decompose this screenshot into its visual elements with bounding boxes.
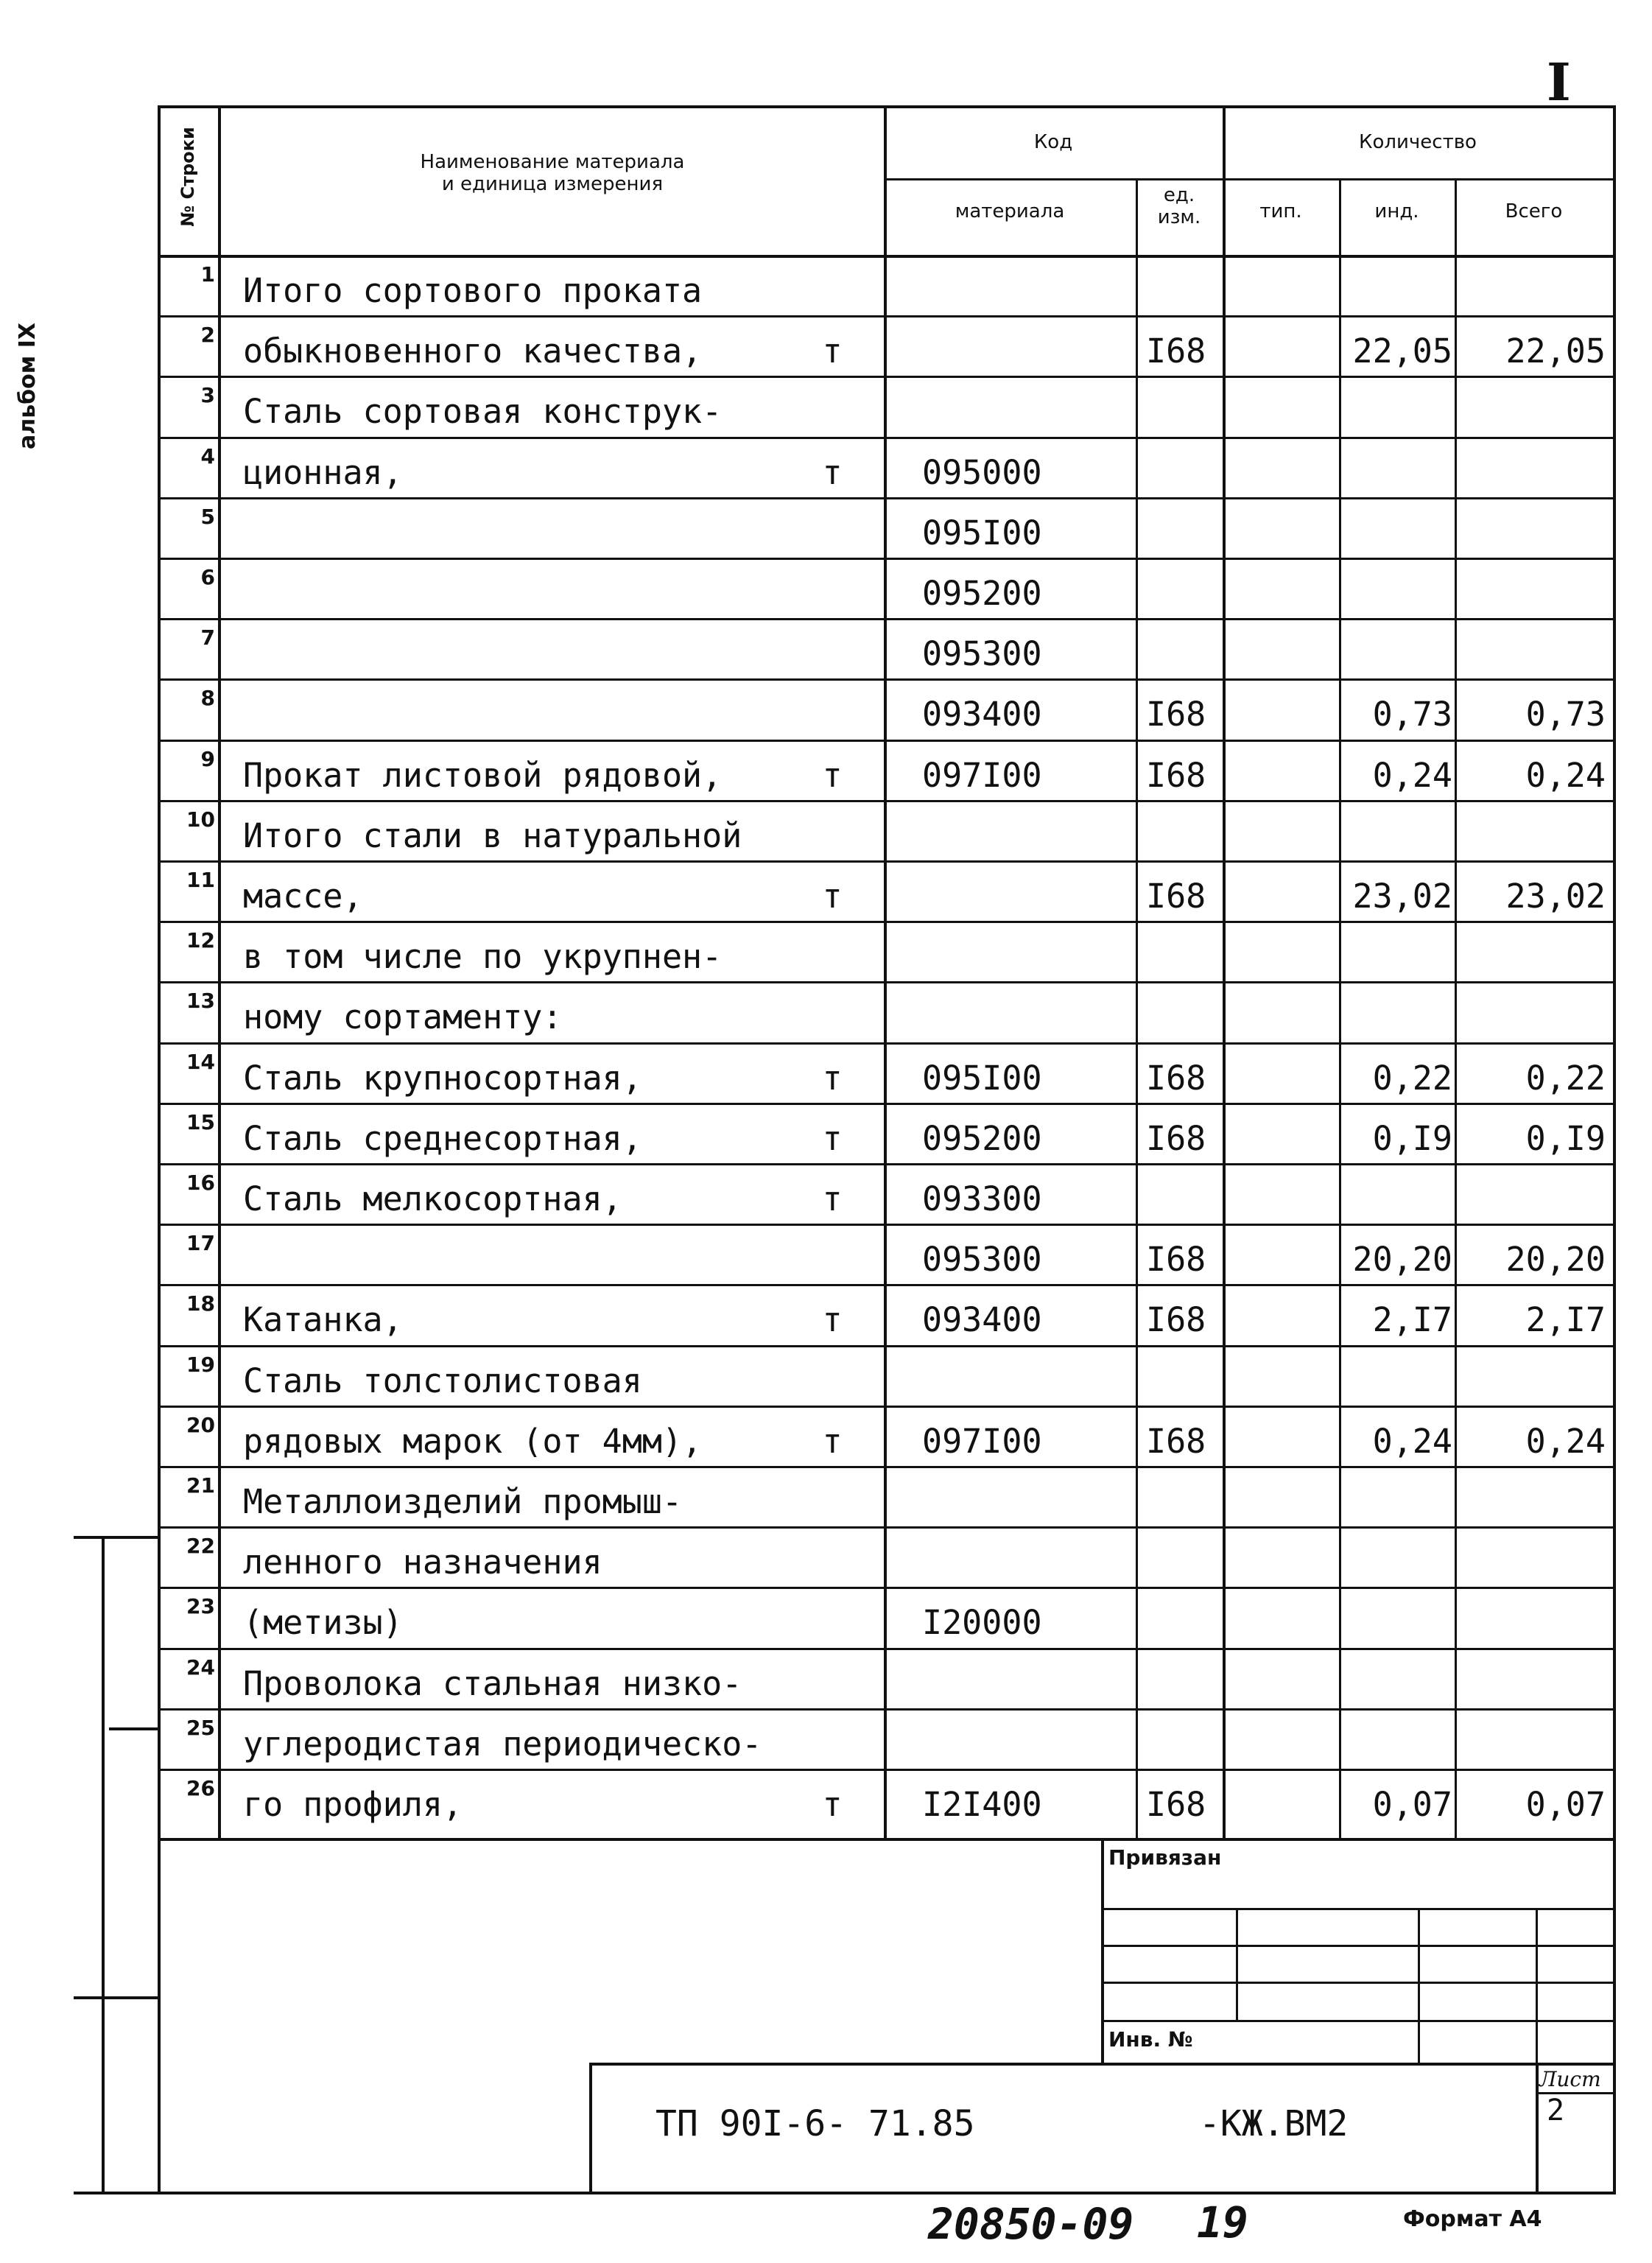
row-separator: [158, 1163, 1614, 1165]
row-qty-total: 2,I7: [1525, 1300, 1606, 1339]
side-label: альбом IX: [15, 322, 41, 449]
row-qty-ind: 0,I9: [1372, 1119, 1452, 1158]
row-name: ционная,: [243, 453, 403, 492]
row-code: 097I00: [922, 756, 1042, 795]
row-separator: [158, 497, 1614, 499]
row-number: 13: [186, 989, 215, 1013]
row-unit-code: I68: [1146, 756, 1206, 795]
row-unit: т: [822, 1300, 843, 1339]
row-qty-total: 20,20: [1505, 1240, 1606, 1279]
row-code: 095I00: [922, 513, 1042, 552]
row-name: Итого стали в натуральной: [243, 816, 742, 855]
row-number: 7: [200, 625, 215, 650]
row-name: Катанка,: [243, 1300, 403, 1339]
row-qty-ind: 0,07: [1372, 1785, 1452, 1824]
row-number: 25: [186, 1716, 215, 1740]
stamp-privyazan: Привязан: [1108, 1845, 1222, 1870]
row-number: 26: [186, 1776, 215, 1800]
row-number: 14: [186, 1050, 215, 1074]
row-separator: [158, 1769, 1614, 1771]
row-code: 093300: [922, 1179, 1042, 1218]
row-code: 095200: [922, 574, 1042, 613]
row-number: 23: [186, 1594, 215, 1618]
row-number: 21: [186, 1473, 215, 1498]
row-unit-code: I68: [1146, 1300, 1206, 1339]
row-name: Итого сортового проката: [243, 271, 703, 310]
row-name: рядовых марок (от 4мм),: [243, 1422, 703, 1461]
row-separator: [158, 800, 1614, 802]
row-qty-total: 22,05: [1505, 331, 1606, 371]
header-qty-typ: тип.: [1259, 200, 1302, 222]
row-unit: т: [822, 1119, 843, 1158]
row-qty-total: 0,07: [1525, 1785, 1606, 1824]
row-code: I2I400: [922, 1785, 1042, 1824]
row-unit: т: [822, 877, 843, 916]
stamp-sheet-label: Лист: [1539, 2067, 1601, 2091]
row-unit-code: I68: [1146, 1240, 1206, 1279]
row-name: Прокат листовой рядовой,: [243, 756, 723, 795]
row-name: Сталь мелкосортная,: [243, 1179, 622, 1218]
row-separator: [158, 1224, 1614, 1226]
row-number: 24: [186, 1655, 215, 1680]
stamp-inv-no: Инв. №: [1108, 2027, 1193, 2052]
row-code: 095I00: [922, 1059, 1042, 1098]
row-name: го профиля,: [243, 1785, 463, 1824]
row-unit-code: I68: [1146, 1785, 1206, 1824]
row-name: обыкновенного качества,: [243, 331, 703, 371]
row-separator: [158, 1406, 1614, 1408]
row-unit-code: I68: [1146, 877, 1206, 916]
row-unit: т: [822, 1785, 843, 1824]
row-qty-ind: 0,24: [1372, 1422, 1452, 1461]
row-separator: [158, 1284, 1614, 1286]
header-qty-group: Количество: [1359, 131, 1477, 153]
row-separator: [158, 315, 1614, 317]
row-qty-total: 0,I9: [1525, 1119, 1606, 1158]
row-unit-code: I68: [1146, 331, 1206, 371]
row-separator: [158, 1042, 1614, 1045]
row-separator: [158, 1648, 1614, 1650]
row-qty-ind: 0,24: [1372, 756, 1452, 795]
row-name: Проволока стальная низко-: [243, 1664, 742, 1703]
row-separator: [158, 1587, 1614, 1589]
row-number: 5: [200, 505, 215, 529]
row-qty-ind: 0,73: [1372, 695, 1452, 734]
row-qty-total: 23,02: [1505, 877, 1606, 916]
row-unit: т: [822, 331, 843, 371]
row-number: 8: [200, 686, 215, 710]
row-number: 4: [200, 444, 215, 469]
row-separator: [158, 740, 1614, 742]
row-number: 2: [200, 323, 215, 347]
stamp-doc-suffix: -КЖ.ВМ2: [1199, 2103, 1349, 2144]
row-number: 18: [186, 1291, 215, 1316]
row-code: 093400: [922, 1300, 1042, 1339]
row-qty-ind: 0,22: [1372, 1059, 1452, 1098]
footer-page: 19: [1197, 2197, 1248, 2248]
row-number: 22: [186, 1534, 215, 1558]
header-code-unit: ед. изм.: [1157, 184, 1201, 228]
row-name: углеродистая периодическо-: [243, 1725, 762, 1764]
row-separator: [158, 921, 1614, 923]
row-unit: т: [822, 1059, 843, 1098]
row-qty-ind: 23,02: [1352, 877, 1452, 916]
row-number: 12: [186, 928, 215, 952]
row-qty-total: 0,24: [1525, 756, 1606, 795]
row-separator: [158, 1345, 1614, 1347]
row-number: 11: [186, 868, 215, 892]
row-separator: [158, 558, 1614, 560]
row-number: 10: [186, 807, 215, 832]
row-separator: [158, 1708, 1614, 1711]
row-unit: т: [822, 1422, 843, 1461]
row-number: 16: [186, 1171, 215, 1195]
row-unit: т: [822, 1179, 843, 1218]
header-row-no: [161, 110, 215, 243]
row-unit-code: I68: [1146, 695, 1206, 734]
corner-mark: I: [1547, 52, 1571, 113]
row-number: 1: [200, 262, 215, 287]
row-name: Сталь сортовая конструк-: [243, 392, 723, 431]
row-name: Металлоизделий промыш-: [243, 1482, 683, 1521]
row-qty-total: 0,73: [1525, 695, 1606, 734]
row-separator: [158, 376, 1614, 378]
row-number: 17: [186, 1231, 215, 1255]
row-number: 6: [200, 565, 215, 589]
row-name: в том числе по укрупнен-: [243, 937, 723, 976]
header-name: Наименование материала и единица измерения: [420, 151, 685, 195]
row-number: 9: [200, 747, 215, 771]
row-qty-total: 0,24: [1525, 1422, 1606, 1461]
row-separator: [158, 1466, 1614, 1468]
row-separator: [158, 678, 1614, 681]
row-qty-ind: 20,20: [1352, 1240, 1452, 1279]
row-name: Сталь среднесортная,: [243, 1119, 642, 1158]
row-code: I20000: [922, 1603, 1042, 1642]
row-separator: [158, 1526, 1614, 1529]
row-code: 095200: [922, 1119, 1042, 1158]
footer-number: 20850-09: [928, 2199, 1134, 2249]
row-separator: [158, 618, 1614, 620]
header-qty-total: Всего: [1505, 200, 1563, 222]
row-number: 15: [186, 1110, 215, 1134]
stamp-doc-code: ТП 90I-6- 71.85: [655, 2103, 975, 2144]
row-separator: [158, 1103, 1614, 1105]
row-unit-code: I68: [1146, 1119, 1206, 1158]
row-name: ленного назначения: [243, 1543, 602, 1582]
row-code: 095000: [922, 453, 1042, 492]
header-qty-ind: инд.: [1374, 200, 1419, 222]
row-code: 095300: [922, 634, 1042, 673]
row-unit-code: I68: [1146, 1422, 1206, 1461]
header-code-material: материала: [955, 200, 1065, 222]
row-unit-code: I68: [1146, 1059, 1206, 1098]
row-separator: [158, 981, 1614, 983]
row-name: ному сортаменту:: [243, 997, 563, 1036]
row-name: Сталь крупносортная,: [243, 1059, 642, 1098]
row-name: (метизы): [243, 1603, 403, 1642]
row-code: 095300: [922, 1240, 1042, 1279]
row-separator: [158, 437, 1614, 439]
row-name: Сталь толстолистовая: [243, 1361, 642, 1400]
row-name: массе,: [243, 877, 363, 916]
row-code: 097I00: [922, 1422, 1042, 1461]
row-unit: т: [822, 756, 843, 795]
row-number: 19: [186, 1352, 215, 1377]
stamp-sheet-no: 2: [1547, 2094, 1565, 2127]
row-number: 3: [200, 383, 215, 407]
row-unit: т: [822, 453, 843, 492]
row-qty-ind: 2,I7: [1372, 1300, 1452, 1339]
row-number: 20: [186, 1413, 215, 1437]
row-qty-ind: 22,05: [1352, 331, 1452, 371]
header-code-group: Код: [1033, 131, 1073, 153]
row-qty-total: 0,22: [1525, 1059, 1606, 1098]
row-no-label: № Строки: [177, 127, 198, 227]
row-code: 093400: [922, 695, 1042, 734]
row-separator: [158, 860, 1614, 863]
footer-format: Формат А4: [1403, 2206, 1542, 2232]
